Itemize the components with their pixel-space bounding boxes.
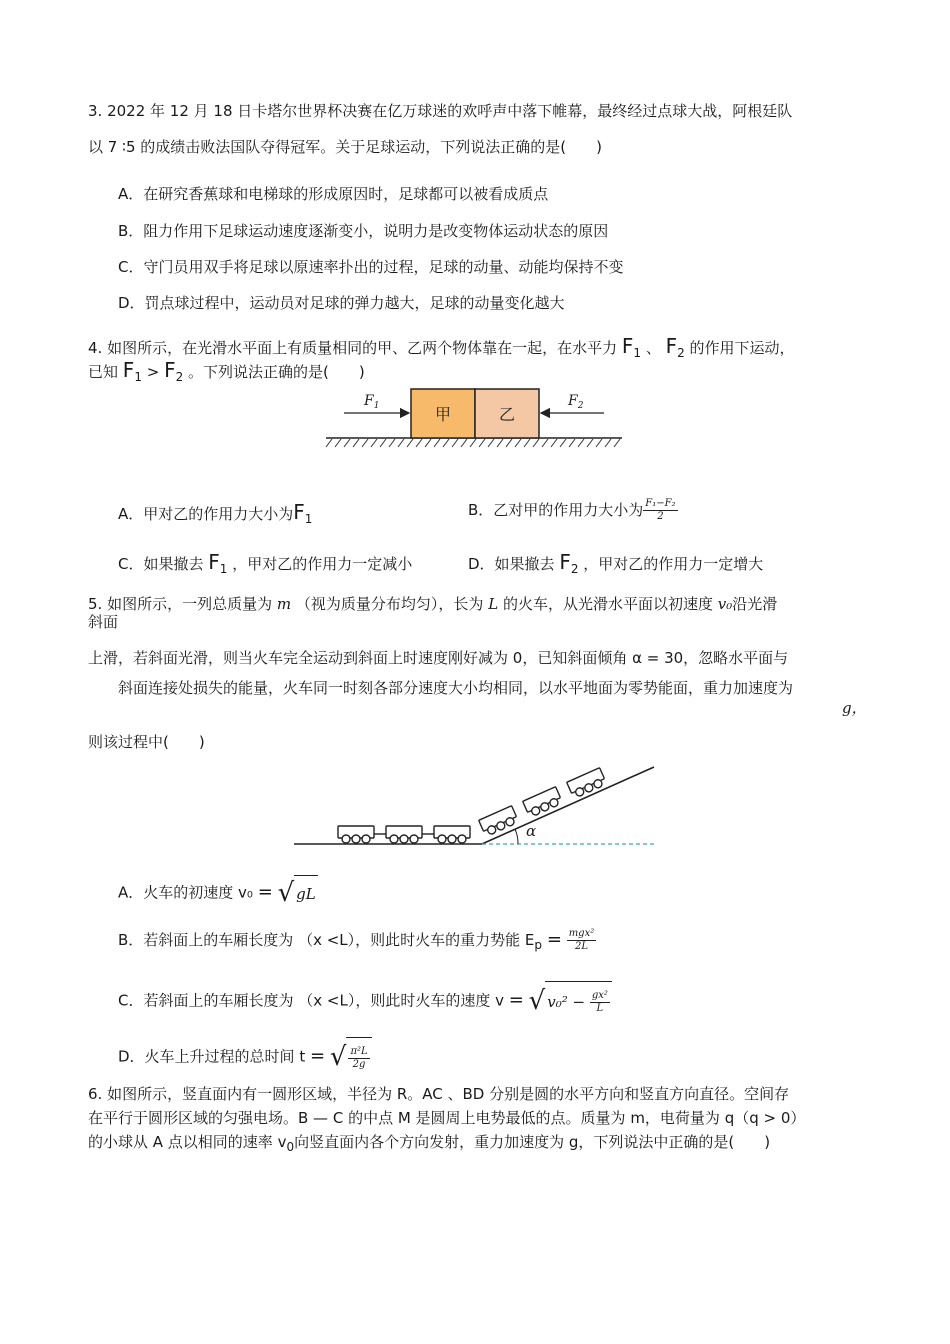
q4-option-b: B．乙对甲的作用力大小为 $\frac{\text{F₁−F₂}}{2}$ bbox=[468, 498, 676, 522]
q4-option-a: A．甲对乙的作用力大小为$F_1$ bbox=[118, 500, 313, 526]
q3-option-c: C．守门员用双手将足球以原速率扑出的过程，足球的动量、动能均保持不变 bbox=[118, 258, 624, 276]
q5-option-b: B．若斜面上的车厢长度为 （x <L），则此时火车的重力势能 $E_p$ = $\frac{\text{mgx²}}{2L}$ bbox=[118, 928, 595, 952]
q3-option-a: A．在研究香蕉球和电梯球的形成原因时，足球都可以被看成质点 bbox=[118, 185, 549, 203]
q5-optd-sqrt: √ $\frac{\text{π²L}}{2g}$ bbox=[330, 1036, 372, 1078]
q5-option-a: A．火车的初速度 v₀ = √ gL bbox=[118, 874, 318, 912]
q5-g-symbol: g， bbox=[842, 699, 867, 717]
q4-option-c: C．如果撤去 $F_1$ ，甲对乙的作用力一定减小 bbox=[118, 550, 413, 576]
q6-stem-line-3: 的小球从 A 点以相同的速率 $v_0$向竖直面内各个方向发射，重力加速度为 g，下列说法中正确的是( ) bbox=[88, 1133, 771, 1154]
alpha-label: α bbox=[526, 822, 537, 840]
q5-optc-sqrt: √ v₀² − $\frac{\text{gx²}}{L}$ bbox=[529, 980, 612, 1022]
q4-f1-symbol: $F_1$ bbox=[621, 334, 642, 360]
q3-stem-line-2: 以 7 ∶5 的成绩击败法国队夺得冠军。关于足球运动，下列说法正确的是( ) bbox=[88, 138, 603, 156]
incline-track bbox=[482, 767, 654, 844]
q5-stem-line-2: 斜面 bbox=[88, 613, 119, 631]
q5-stem-line-5: 则该过程中( ) bbox=[88, 733, 205, 751]
angle-arc bbox=[515, 829, 518, 844]
q4-stem-line-1: 4. 如图所示，在光滑水平面上有质量相同的甲、乙两个物体靠在一起，在水平力 $F_1$ 、 $F_2$ 的作用下运动， bbox=[88, 334, 795, 360]
q4-stem-line-2: 已知 $F_1 > F_2$ 。下列说法正确的是( ) bbox=[88, 358, 365, 384]
train-cars-incline bbox=[479, 768, 607, 837]
q6-stem-line-2: 在平行于圆形区域的匀强电场。B — C 的中点 M 是圆周上电势最低的点。质量为 m，电荷量为 q（q > 0） bbox=[88, 1109, 806, 1127]
q5-train-figure bbox=[292, 764, 658, 848]
q3-stem-line-1: 3. 2022 年 12 月 18 日卡塔尔世界杯决赛在亿万球迷的欢呼声中落下帷幕，最终经过点球大战，阿根廷队 bbox=[88, 102, 793, 120]
q5-option-d: D．火车上升过程的总时间 t = √ $\frac{\text{π²L}}{2g}$ bbox=[118, 1036, 372, 1078]
q4-blocks-figure bbox=[322, 384, 627, 454]
q3-option-d: D．罚点球过程中，运动员对足球的弹力越大，足球的动量变化越大 bbox=[118, 294, 565, 312]
q5-optb-fraction: $\frac{\text{mgx²}}{2L}$ bbox=[568, 928, 595, 952]
q5-stem-line-4: 斜面连接处损失的能量，火车同一时刻各部分速度大小均相同，以水平地面为零势能面，重力加速度为 bbox=[118, 679, 794, 697]
force-f2-label: $F_2$ bbox=[568, 393, 584, 411]
q5-stem-line-3: 上滑，若斜面光滑，则当火车完全运动到斜面上时速度刚好减为 0，已知斜面倾角 α = 30，忽略水平面与 bbox=[88, 649, 789, 667]
q4-optb-fraction: $\frac{\text{F₁−F₂}}{2}$ bbox=[645, 498, 676, 522]
q5-option-c: C．若斜面上的车厢长度为 （x <L），则此时火车的速度 v = √ v₀² − $\frac{\text{gx²}}{L}$ bbox=[118, 980, 612, 1022]
block-jia-label: 甲 bbox=[434, 405, 452, 424]
force-f1-label: $F_1$ bbox=[364, 393, 380, 411]
train-cars-flat bbox=[338, 826, 470, 843]
q5-stem-line-1: 5. 如图所示，一列总质量为 m （视为质量分布均匀），长为 L 的火车，从光滑水平面以初速度 v₀沿光滑 bbox=[88, 595, 778, 613]
q5-opta-sqrt: √ gL bbox=[278, 874, 318, 912]
q4-option-d: D．如果撤去 $F_2$ ，甲对乙的作用力一定增大 bbox=[468, 550, 764, 576]
q6-stem-line-1: 6. 如图所示，竖直面内有一圆形区域，半径为 R。AC 、BD 分别是圆的水平方向和竖直方向直径。空间存 bbox=[88, 1085, 790, 1103]
block-yi-label: 乙 bbox=[498, 405, 516, 424]
q4-f2-symbol: $F_2$ bbox=[665, 334, 685, 360]
q3-option-b: B．阻力作用下足球运动速度逐渐变小，说明力是改变物体运动状态的原因 bbox=[118, 222, 609, 240]
ground-hatching bbox=[326, 439, 620, 447]
